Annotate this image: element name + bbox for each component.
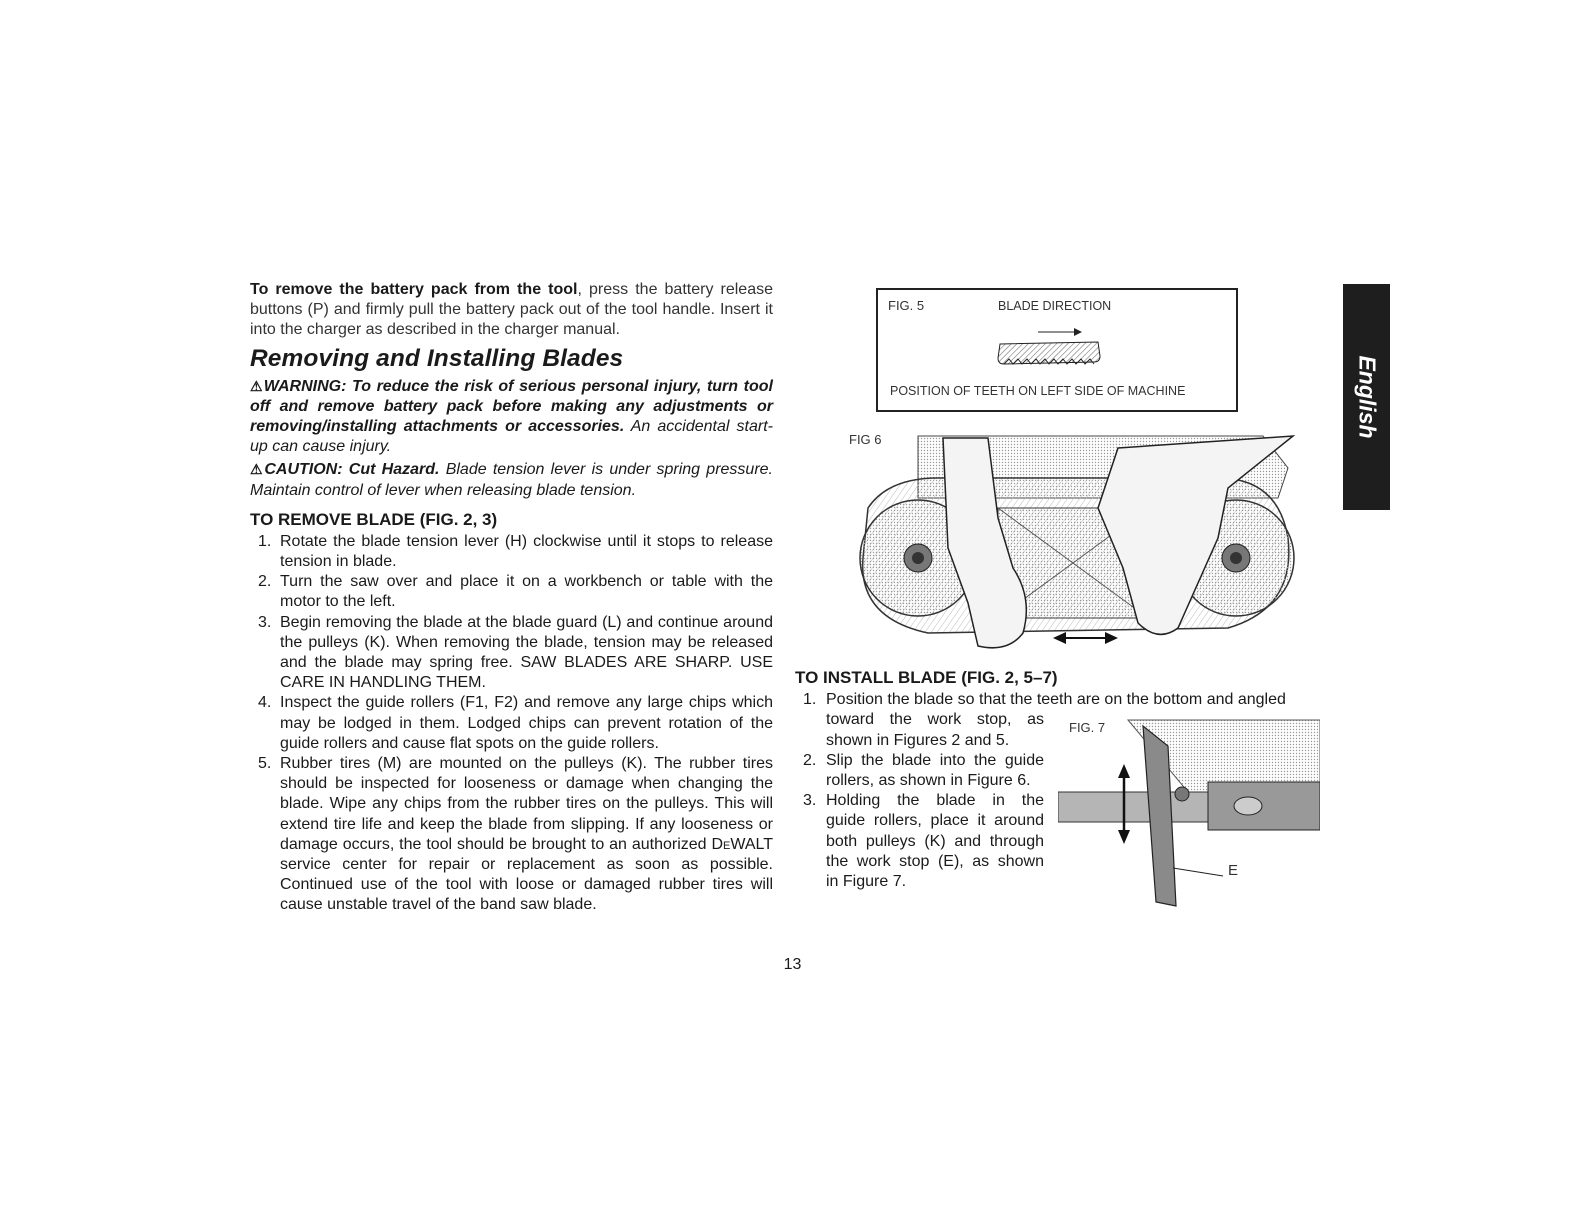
step-number: 1. bbox=[803, 691, 817, 709]
language-tab bbox=[1343, 284, 1390, 510]
step-text: in Figure 7. bbox=[826, 873, 907, 891]
intro-lead: To remove the battery pack from the tool bbox=[250, 281, 578, 298]
step-number: 3. bbox=[258, 613, 272, 631]
intro-text: , press the battery release buttons (P) and firmly pull the battery pack out of the tool handle. Insert it into the charger as described in the charger manual. bbox=[250, 281, 774, 339]
remove-blade-heading: TO REMOVE BLADE (FIG. 2, 3) bbox=[250, 509, 498, 529]
step-number: 2. bbox=[258, 573, 272, 591]
brand-name: DeWALT bbox=[711, 835, 773, 853]
step-text: Inspect the guide rollers (F1, F2) and remove any large chips which may be lodged in them. Lodged chips can prevent rotation of the guide rollers and cause flat spots on the guide rollers. bbox=[280, 694, 773, 752]
step-number: 4. bbox=[258, 694, 272, 712]
step-text: Slip the blade into the guide bbox=[826, 751, 1044, 769]
step-number: 5. bbox=[258, 755, 272, 773]
step-text: Turn the saw over and place it on a workbench or table with the motor to the left. bbox=[280, 573, 773, 611]
list-item bbox=[250, 572, 773, 612]
fig6-bandsaw-illustration bbox=[848, 428, 1300, 653]
list-item bbox=[250, 754, 773, 916]
install-blade-heading: TO INSTALL BLADE (FIG. 2, 5–7) bbox=[795, 668, 1058, 687]
warning-triangle-icon: ⚠ bbox=[250, 377, 264, 394]
step-number: 1. bbox=[258, 532, 272, 550]
step-text: Position the blade so that the teeth are on the bottom and angled bbox=[826, 691, 1286, 709]
fig7-label: FIG. 7 bbox=[1069, 720, 1106, 735]
section-title: Removing and Installing Blades bbox=[250, 344, 624, 372]
step-number: 3. bbox=[803, 792, 817, 810]
fig7-callout-e: E bbox=[1228, 862, 1239, 879]
step-number: 2. bbox=[803, 751, 817, 769]
remove-blade-steps bbox=[250, 532, 773, 916]
intro-paragraph bbox=[250, 280, 773, 341]
caution-triangle-icon: ⚠ bbox=[250, 461, 265, 478]
step-text: rollers, as shown in Figure 6. bbox=[826, 772, 1031, 790]
fig5-caption: POSITION OF TEETH ON LEFT SIDE OF MACHINE bbox=[890, 384, 1186, 398]
fig5-box bbox=[876, 288, 1238, 412]
step-text: shown in Figures 2 and 5. bbox=[826, 731, 1010, 749]
step-text-continued: service center for repair or replacement as soon as possible. Continued use of the tool with loose or damaged rubber tires will cause unstable travel of the band saw blade. bbox=[280, 856, 773, 914]
step-text: guide rollers, place it around bbox=[826, 812, 1044, 830]
step-text: both pulleys (K) and through bbox=[826, 832, 1044, 850]
fig7-work-stop-illustration bbox=[1058, 716, 1320, 908]
step-text: Rotate the blade tension lever (H) clockwise until it stops to release tension in blade. bbox=[280, 532, 773, 571]
fig6-label: FIG 6 bbox=[849, 432, 882, 447]
step-text: Begin removing the blade at the blade guard (L) and continue around the pulleys (K). When removing the blade, tension may be released and the blade may spring free. SAW BLADES ARE SHARP. USE CARE IN HANDLING THEM. bbox=[280, 613, 773, 692]
step-text: Holding the blade in the bbox=[826, 792, 1044, 810]
fig5-blade-direction: BLADE DIRECTION bbox=[998, 299, 1112, 313]
language-tab-label: English bbox=[1354, 355, 1380, 439]
caution-rest-text: Blade tension lever is under spring pressure. Maintain control of lever when releasing blade tension. bbox=[250, 461, 773, 499]
fig5-blade-diagram bbox=[978, 320, 1118, 378]
caution-bold-text: Cut Hazard. bbox=[342, 461, 440, 479]
list-item bbox=[250, 532, 773, 572]
caution-label: CAUTION: bbox=[264, 461, 343, 479]
warning-rest-text: An accidental start-up can cause injury. bbox=[250, 418, 773, 456]
caution-paragraph bbox=[250, 459, 773, 500]
warning-label: WARNING: bbox=[263, 377, 347, 395]
fig5-label: FIG. 5 bbox=[888, 298, 925, 313]
page-number: 13 bbox=[783, 956, 802, 973]
warning-paragraph bbox=[250, 376, 773, 458]
step-text: the work stop (E), as shown bbox=[826, 852, 1044, 870]
list-item bbox=[250, 613, 773, 694]
step-text: Rubber tires (M) are mounted on the pulleys (K). The rubber tires should be inspected for looseness or damage when changing the blade. Wipe any chips from the rubber tires on the pulleys. This will extend tire life and keep the blade from slipping. If any looseness or damage occurs, the tool should be brought to an authorized bbox=[280, 755, 773, 853]
left-column bbox=[250, 280, 773, 916]
list-item bbox=[250, 693, 773, 754]
step-text: toward the work stop, as bbox=[826, 711, 1044, 729]
warning-bold-text: To reduce the risk of serious personal injury, turn tool off and remove battery pack before making any adjustments or removing/installing attachments or accessories. bbox=[250, 377, 773, 436]
